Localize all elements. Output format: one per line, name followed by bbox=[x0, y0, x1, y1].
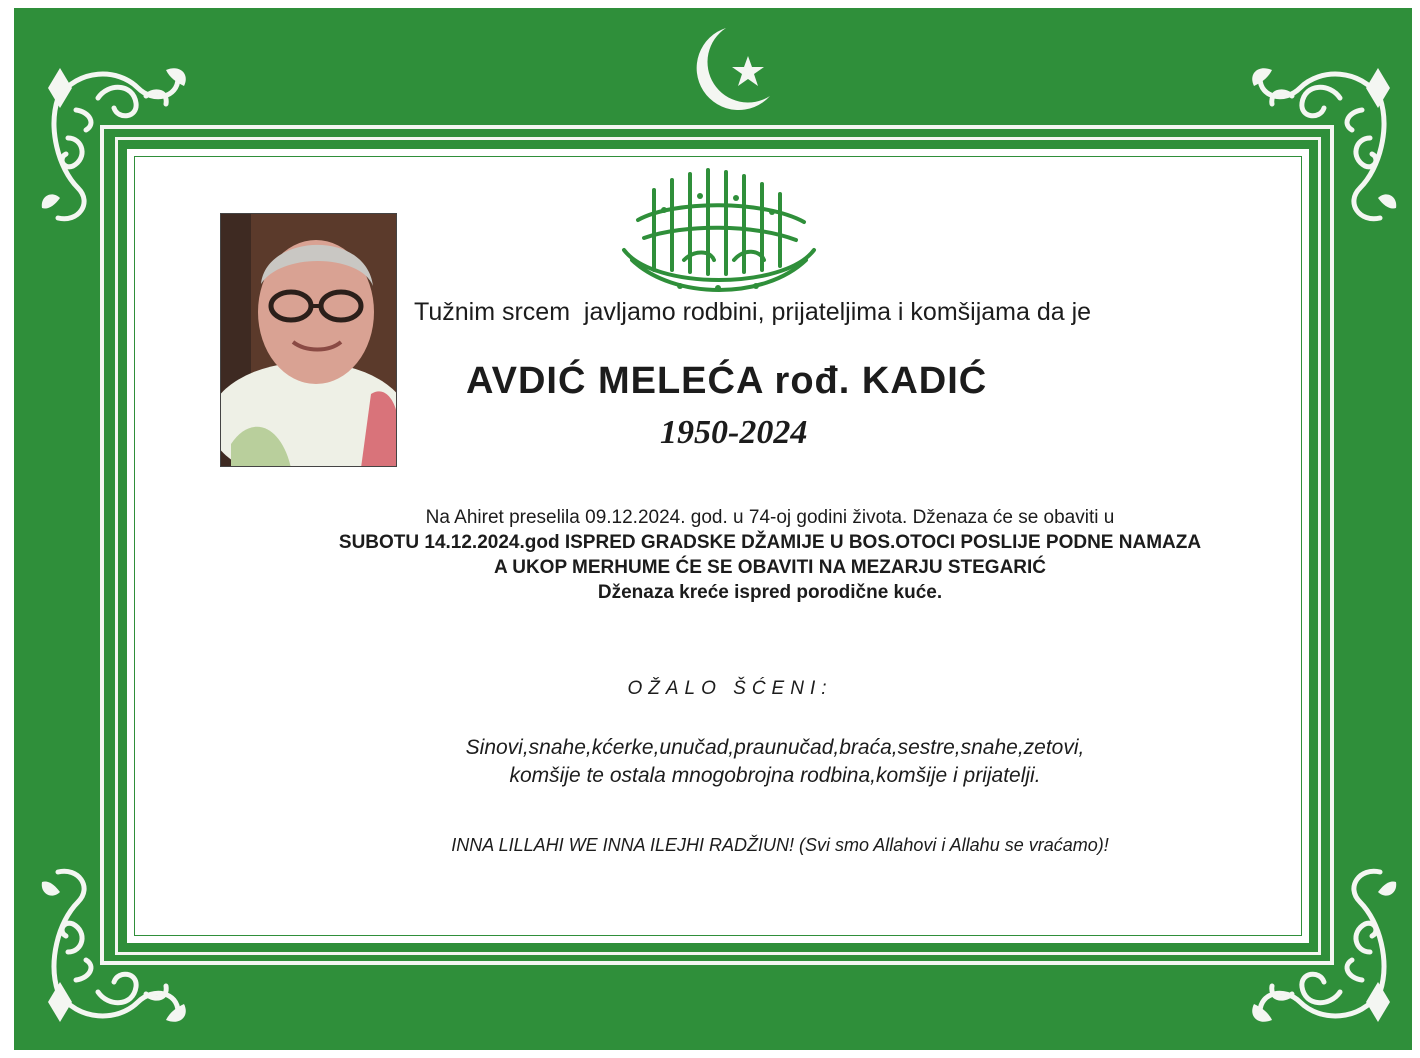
info-line-1: Na Ahiret preselila 09.12.2024. god. u 74-oj godini života. Dženaza će se obaviti u bbox=[425, 507, 1115, 528]
intro-text: Tužnim srcem javljamo rodbini, prijateljima i komšijama da je bbox=[414, 298, 1092, 326]
arabic-calligraphy-emblem-icon bbox=[614, 160, 824, 302]
info-line-4: Dženaza kreće ispred porodične kuće. bbox=[597, 582, 943, 603]
deceased-name: AVDIĆ MELEĆA rođ. KADIĆ bbox=[466, 360, 988, 402]
mourners-list bbox=[330, 734, 1220, 790]
info-line-2: SUBOTU 14.12.2024.god ISPRED GRADSKE DŽAMIJE U BOS.OTOCI POSLIJE PODNE NAMAZA bbox=[338, 532, 1202, 553]
portrait-photo bbox=[220, 213, 397, 467]
mourners-line-1: Sinovi,snahe,kćerke,unučad,praunučad,braća,sestre,snahe,zetovi, bbox=[465, 736, 1085, 759]
funeral-info bbox=[220, 505, 1320, 605]
mourners-line-2: komšije te ostala mnogobrojna rodbina,komšije i prijatelji. bbox=[509, 764, 1041, 787]
info-line-3: A UKOP MERHUME ĆE SE OBAVITI NA MEZARJU STEGARIĆ bbox=[493, 557, 1047, 578]
mourners-heading: OŽALO ŠĆENI: bbox=[627, 678, 833, 699]
crescent-star-icon bbox=[678, 22, 778, 116]
closing-prayer: INNA LILLAHI WE INNA ILEJHI RADŽIUN! (Svi smo Allahovi i Allahu se vraćamo)! bbox=[451, 835, 1109, 855]
life-years: 1950-2024 bbox=[660, 414, 808, 451]
